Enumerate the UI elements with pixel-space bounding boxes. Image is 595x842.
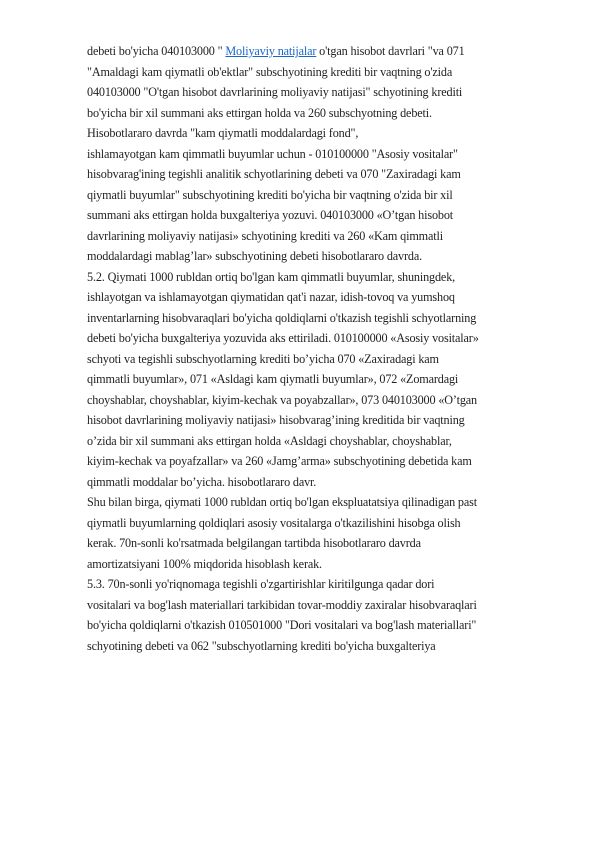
text-line: qimmatli buyumlar», 071 «Asldagi kam qiymatli buyumlar», 072 «Zomardagi xyxy=(87,372,459,386)
text-line: summani aks ettirgan holda buxgalteriya yozuvi. 040103000 «O’tgan hisobot xyxy=(87,208,454,222)
text-line xyxy=(87,41,557,62)
text-line: kerak. 70n-sonli ko'rsatmada belgilangan tartibda hisobotlararo davrda xyxy=(87,536,421,550)
text-line: ishlamayotgan kam qimmatli buyumlar uchun - 010100000 "Asosiy vositalar" xyxy=(87,146,458,161)
text-line: Shu bilan birga, qiymati 1000 rubldan ortiq bo'lgan ekspluatatsiya qilinadigan past xyxy=(87,495,477,509)
text-line: vositalari va bog'lash materiallari tarkibidan tovar-moddiy zaxiralar hisobvaraqlari xyxy=(87,597,477,612)
text-line: amortizatsiyani 100% miqdorida hisoblash kerak. xyxy=(87,556,322,571)
text-line: qimmatli moddalar bo’yicha. hisobotlararo davr. xyxy=(87,474,317,489)
text-line: "Amaldagi kam qiymatli ob'ektlar" subschyotining krediti bir vaqtning o'zida xyxy=(87,64,453,79)
text-line: kiyim-kechak va poyafzallar» va 260 «Jamg’arma» subschyotining debetida kam xyxy=(87,454,472,468)
text-line: moddalardagi mablag’lar» subschyotining debeti hisobotlararo davrda. xyxy=(87,249,423,263)
text-line: 040103000 "O'tgan hisobot davrlarining moliyaviy natijasi" schyotining krediti xyxy=(87,85,463,99)
document-body xyxy=(87,41,557,656)
text-line: 5.2. Qiymati 1000 rubldan ortiq bo'lgan kam qimmatli buyumlar, shuningdek, xyxy=(87,269,456,284)
text-line: schyoti va tegishli subschyotlarning krediti bo’yicha 070 «Zaxiradagi kam xyxy=(87,351,439,366)
text-line: 5.3. 70n-sonli yo'riqnomaga tegishli o'zgartirishlar kiritilgunga qadar dori xyxy=(87,577,435,591)
text-segment: o'tgan hisobot davrlari "va 071 xyxy=(316,44,465,58)
text-line: qiymatli buyumlarning qoldiqlari asosiy vositalarga o'tkazilishini hisobga olish xyxy=(87,515,461,530)
text-line: debeti bo'yicha buxgalteriya yozuvida aks ettiriladi. 010100000 «Asosiy vositalar» xyxy=(87,331,479,345)
text-line: davrlarining moliyaviy natijasi» schyotining krediti va 260 «Kam qimmatli xyxy=(87,228,443,243)
text-line: ishlayotgan va ishlamayotgan qiymatidan qat'i nazar, idish-tovoq va yumshoq xyxy=(87,290,455,304)
text-line: bo'yicha bir xil summani aks ettirgan holda va 260 subschyotning debeti. xyxy=(87,105,432,120)
text-line: hisobvarag'ining tegishli analitik schyotlarining debeti va 070 "Zaxiradagi kam xyxy=(87,167,461,181)
text-line: bo'yicha qoldiqlarni o'tkazish 010501000 "Dori vositalari va bog'lash materiallari" xyxy=(87,618,477,632)
text-line: hisobot davrlarining moliyaviy natijasi» hisobvarag’ining kreditida bir vaqtning xyxy=(87,413,465,427)
text-segment: debeti bo'yicha 040103000 " xyxy=(87,44,226,58)
text-line: qiymatli buyumlar" subschyotining krediti bo'yicha bir vaqtning o'zida bir xil xyxy=(87,187,453,202)
text-line: schyotining debeti va 062 "subschyotlarning krediti bo'yicha buxgalteriya xyxy=(87,638,436,653)
text-line: o’zida bir xil summani aks ettirgan holda «Asldagi choyshablar, choyshablar, xyxy=(87,433,452,448)
text-line: inventarlarning hisobvaraqlari bo'yicha qoldiqlarni o'tkazish tegishli schyotlarning xyxy=(87,310,477,325)
text-line: choyshablar, choyshablar, kiyim-kechak va poyabzallar», 073 040103000 «O’tgan xyxy=(87,392,477,407)
moliyaviy-natijalar-link[interactable]: Moliyaviy natijalar xyxy=(225,44,317,58)
text-line: Hisobotlararo davrda "kam qiymatli moddalardagi fond", xyxy=(87,126,359,140)
